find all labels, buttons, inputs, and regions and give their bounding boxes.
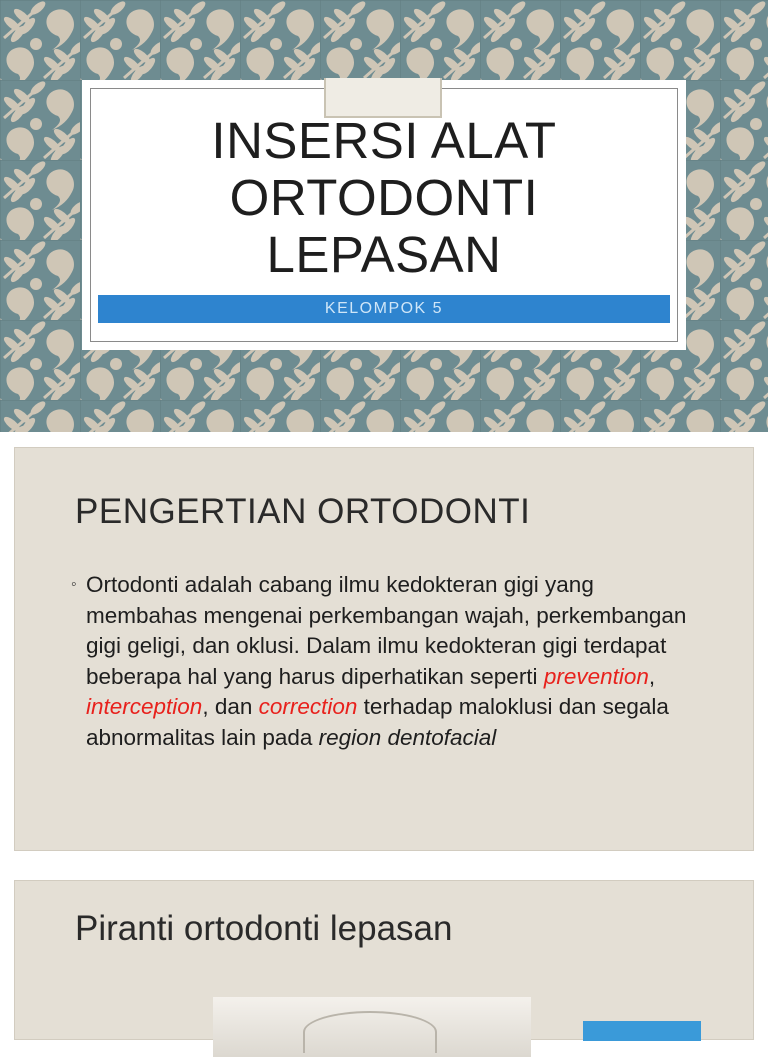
text-run: , bbox=[648, 663, 656, 689]
title-line: LEPASAN bbox=[266, 226, 502, 283]
slide-heading: Piranti ortodonti lepasan bbox=[75, 909, 453, 948]
slide-heading: PENGERTIAN ORTODONTI bbox=[75, 492, 531, 531]
title-card bbox=[82, 80, 686, 350]
bullet-text bbox=[86, 570, 711, 753]
bullet-circle-icon: ◦ bbox=[71, 576, 77, 593]
slide-title bbox=[82, 112, 686, 283]
text-run: terhadap maloklusi dan segala abnormalitas lain pada bbox=[86, 694, 669, 750]
appliance-wire-shape bbox=[303, 1011, 437, 1053]
bullet-item bbox=[71, 570, 711, 753]
title-line: INSERSI ALAT bbox=[211, 112, 557, 169]
appliance-slide bbox=[14, 880, 754, 1040]
blue-accent-shape bbox=[583, 1021, 701, 1041]
definition-slide bbox=[14, 447, 754, 851]
title-slide bbox=[0, 0, 768, 432]
term-correction: correction bbox=[258, 694, 358, 719]
appliance-photo bbox=[213, 997, 531, 1057]
title-line: ORTODONTI bbox=[229, 169, 539, 226]
text-run: , dan bbox=[202, 694, 259, 719]
term-region-dentofacial: region dentofacial bbox=[318, 724, 497, 750]
term-interception: interception bbox=[86, 694, 203, 719]
text-run: Ortodonti adalah cabang ilmu kedokteran gigi yang membahas mengenai perkembangan wajah, perkembangan gigi geligi, dan oklusi. Dalam ilmu kedokteran gigi terdapat beberapa hal yang harus diperhatikan seperti bbox=[86, 572, 687, 689]
subtitle-bar: KELOMPOK 5 bbox=[98, 295, 670, 323]
term-prevention: prevention bbox=[543, 663, 649, 689]
